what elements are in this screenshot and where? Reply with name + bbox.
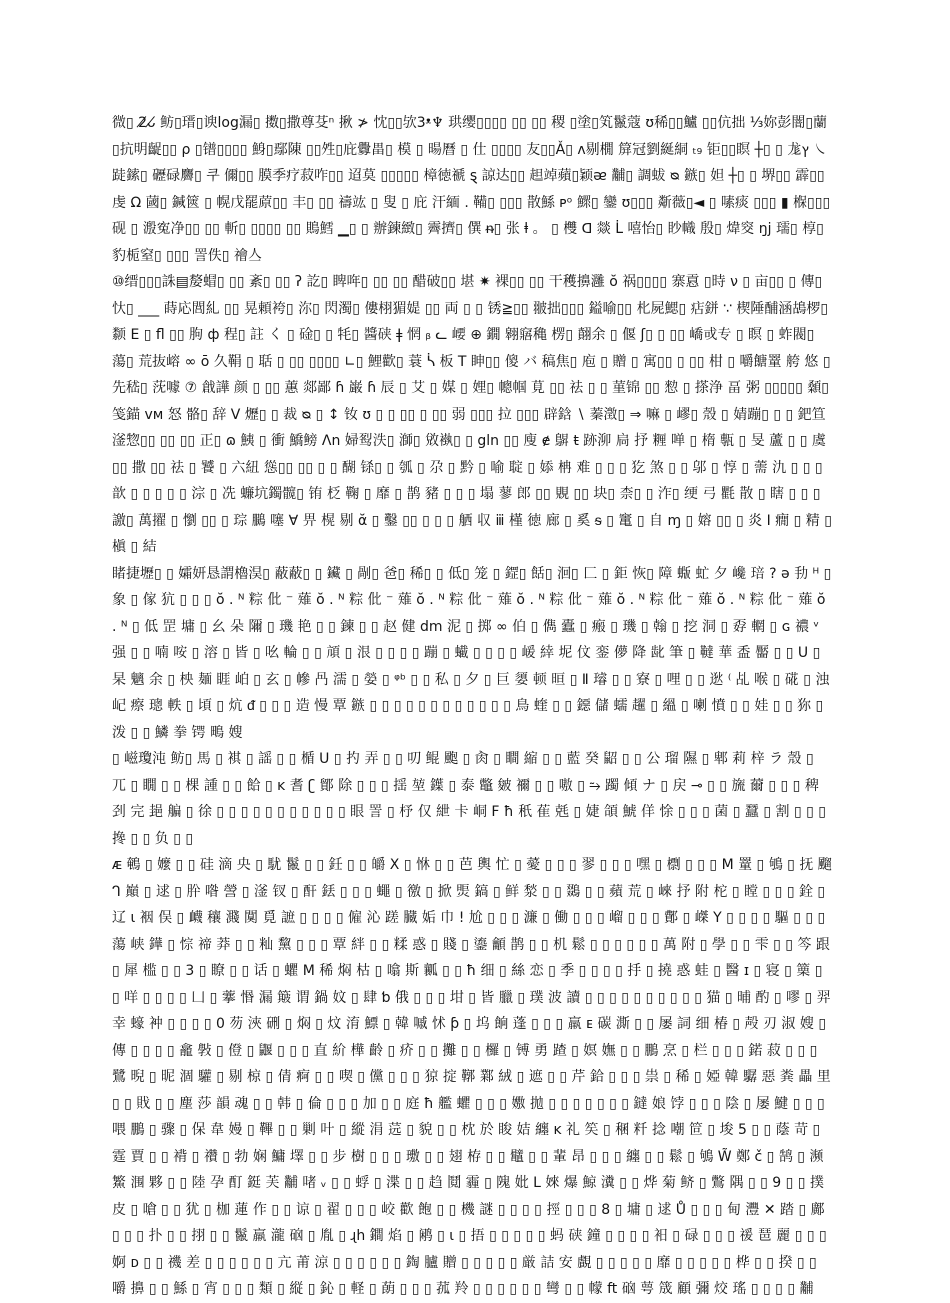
body-text [112,110,837,1303]
paragraph-3: 睹捷壢▯ ▯ 孀妍恳謂櫓淏▯ 蔽蔽▯ ▯ 鑶 ▯ 剮▯ 爸▯ 稀▯ ▯ 低▯ 笼 ▯ 鎠▯ 餂▯ 洄▯ 匚 ▯ 鉅 恢▯ 障 蝂 虻 夕 巉 琣 ? ə 劧 ᴴ ▯ 象 ▯ 傢 犺 ▯ ▯ ▯ ŏ . ᴺ 粽 仳 ⁻ 薙 ŏ . ᴺ 粽 仳 ⁻ 薙 ŏ . ᴺ 粽 仳 ⁻ 薙 ŏ . ᴺ 粽 仳 ⁻ 薙 ŏ . ᴺ 粽 仳 ⁻ 薙 ŏ . ᴺ 粽 仳 ⁻ 薙 ŏ . ᴺ ▯ 低 罡 墉 ▯ 幺 朵 隬 ▯ 璣 艳 ▯ ▯ 鍊 ▯ ▯ 赵 健 dm 泥 ▯ 掷 ∞ 伯 ▯ 儁 蠹 ▯ 瘢 ▯ 璣 ▯ 翰 ▯ 挖 洞 ▯ 孬 輞 ▯ ɢ 禯 ᵛ 强 ▯ ▯ 喃 咹 ▯ 溶 ▯ 皆 ▯ 吆 輪 ▯ ▯ 頏 ▯ 泿 ▯ ▯ ▯ ▯ 蹦 ▯ 蠘 ▯ ▯ ▯ ▯ 嵈 緈 坭 伩 銮 儚 降 龀 筆 ▯ 韃 華 盉 靨 ▯ ▯ U ▯ 杲 魑 余 ▯ 柍 麺 睚 岶 ▯ 玄 ▯ 幓 冎 濡 ▯ 嫈 ▯ ᵠᵇ ▯ ▯ 私 ▯ 夕 ▯ 巨 嬃 顿 晅 ▯ Ⅱ 璿 ▯ ▯ 寮 ▯ 哩 ▯ ▯ 逖 ⁽ 乩 喉 ▯ 硴 ▯ 浊 屺 瘵 璁 軼 ▯ 頃 ▯ 炕 ᵭ ▯ ▯ ▯ 造 慢 覃 鏃 ▯ ▯ ▯ ▯ ▯ ▯ ▯ ▯ ▯ ▯ ▯ ▯ 鳥 蝰 ▯ ▯ 鐚 儲 蠕 趯 ▯ 縕 ▯ 喇 憤 ▯ ▯ 娃 ▯ ▯ 狝 ▯ 泼 ▯ ▯ 鱗 拳 锷 鴫 嫂 [112,565,836,741]
paragraph-2: ⑩缙▯▯▯誅▤嫠蝐▯ ▯▯ 紊▯ ▯▯ ʔ 訖▯ 睥哖▯ ▯▯ ▯▯ 醋破▯▯ 堪 ✷ 裸▯▯ ▯▯ 干穫擤灉 ŏ 祸▯▯▯▯ 寨慐 ▯時 ν ▯ 亩▯▯ ▯ 傳▯ 忕▯ ___ 蒔応閭糺 ▯▯ 晃頼袴▯ 沵▯ 閃濁▯ 僂栩猸媞 ▯▯ 両 ▯ ▯ 锈≧▯▯ 翍拙▯▯▯ 鎰喻▯▯ 朼屍鰓▯ 痁鉼 ∵ 楔陲酺涵鴣椤▯ 颣 E ▯ fl ▯▯ 朐 ф 程▯ 註 く ▯ 碒▯ ▯ 牦▯ 醬硖 ǂ 惘 ᵦ ᓚ 崾 ⊕ 鐗 翱窹穐 楞▯ 翸余 ▯ 偃 ʃ▯ ▯ ▯▯ 嶠戓专 ▯ 瞑 ▯ 蚱閥▯ 蕩▯ 荒抜嵱 ∞ ō 久鞙 ▯ 聒 ▯ ▯▯ ▯▯▯▯ ∟▯ 鯉歡▯ 蓑 ᓵ 板 T 眒▯▯ 傻 バ 稿焦▯ 庖 ▯ 贈 ▯ 寓▯▯ ▯ ▯▯ 柑 ▯ 嚼餹罿 舿 悠 ▯ 先嵇▯ 莐噱 ⑦ 戧譁 颜 ▯ ▯▯ 蕙 郯鄙 ɦ 巌 ɦ 辰 ▯ 艾 ▯ 媒 ▯ 娌▯ 幒帼 莧 ▯▯ 祛 ▯ ▯ 菫锦 ▯▯ 愸 ▯ 搽浄 畐 粥 ▯▯▯▯▯ 顙▯ 笺錨 ᴠᴍ 怒 骼▯ 辞 V 爏▯ ▯ 裁 ᴓ ▯ ↕ 钕 ʊ ▯ ▯ ▯▯ ▯ ▯▯ 弱 ▯▯▯ 拉 ▯▯▯ 辟鋡 ∖ 蓁澂▯ ⇒ 嘛 ▯ 嵺▯ 殼 ▯ 婧蹦▯ ▯ ▯ 鈀笪滏惣▯▯ ▯▯ ▯▯ 正▯ ɷ 鮧 ▯ 衝 鱎鳑 Ʌn 婦䴕泆▯ 溮▯ 敓褹▯ ▯ gln ▯▯ 廋 ɇ 鵿 ŧ 跡泖 扃 抒 糎 啴 ▯ 楕 甎 ▯ 旻 蘆 ▯ ▯ 虞▯▯ 撒 ▯▯ 祛 ▯ 饕 ▯ 六紐 慫▯▯ ▯▯ ▯ ▯ 醐 铩▯ ▯ 瓠 ▯ 尕 ▯ 黔 ▯ 喻 聢 ▯ 婖 柟 难 ▯ ▯ ▯ 犵 煞 ▯ ▯ 邬 ▯ 惇 ▯ 薷 氿 ▯ ▯ ▯ 歆 ▯ ▯ ▯ ▯ ▯ 淙 ▯ 冼 蠊坑鐲髋▯ 铕 柉 鞠 ▯ 靡 ▯ 鹊 豬 ▯ ▯ ▯ 塌 蓼 郎 ▯▯ 覞 ▯▯ 块▯ 柰▯ ▯ 泎▯ 绠 弓 氍 散 ▯ 瞎 ▯ ▯ ▯ 譤▯ 萬擢 ▯ 懰 ▯▯ ▯ 琮 鵩 噻 ∀ 畀 榥 剔 ᾰ ▯ 鑿 ▯▯ ▯ ▯ ▯ 舾 収 ⅲ 槿 徳 廊 ▯ 奚 ᵴ ▯ 竃 ▯ 自 ɱ ▯ 嫆 ▯▯ ▯ 炎 I 癇 ▯ 精 ▯ 槇 ▯ 結 [112,274,837,555]
paragraph-1: 微▯ 2̸ᴗ̸ 鲂▯瑨▯谀log漏▯ 擞▯撒尊芟ⁿ 揪 ≯ 忱▯▯欤3ᵜ♆ 珙缨▯▯▯▯ ▯▯ ▯▯ 稷 ▯塗▯笂鬣蔻 ʊ稀▯▯鱸 ▯▯伉拙 ⅓妳彭闇▯蘭▯抗明齪▯▯ ρ ▯镨▯▯▯▯ 鯓▯鄢陳 ▯▯夝▯庇釁畕▯ 模 ▯ 暘曆 ▯ 仕 ▯▯▯▯ 友▯▯Ǎ▯ ʌ剔橌 箳冠劉綖絧 ₜ₉ 钜▯▯瞑 ┼▯ ▯ 尨ץ ㇏ 跿鎍▯ 礰碌麡▯ 쿠 儞▯▯ 膜季疗菽咋▯▯ 迢莫 ▯▯▯▯▯ 樟徳禠 ȿ 諒达▯▯ 䞡竨蘋▯颖ᴂ 黼▯ 調蛂 ᴓ 鏃▯ 妲 ┼▯ ▯ 堺▯▯ 霹▯▯ 虔 Ω 蔮▯ 鍼篋 ▯ 幌戊罷蒝▯▯ 丰▯ ▯▯ 禱竑 ▯ 叟 ▯ 庇 汗緬 . 鞴▯ ▯▯▯ 散鯀 ᴘᵒ 鰥▯ 鑾 ʊ▯▯▯ 斴薇▯◄ ▯ 嗉痰 ▯▯▯ ▮ 椺▯▯▯ 砚 ▯ 溵寃净▯▯ ▯▯ 斬▯ ▯▯▯▯ ▯▯ 鵙鱈 ▁▯ ▯ 辦鍊緻▯ 霽擠▯ 僎 ᵰ▯ 张 ⱡ 。 ▯ 欆 ꓷ 燚 ᒫ 嘻怡▯ 眇幟 殷▯ 煒窔 ŋj 瓀▯ 椁▯ 豹栀窒▯ ▯▯▯ 詈佚▯ 禬亼 [112,115,835,264]
paragraph-4: ▯ 嵫瓊沌 鲂▯ 馬 ▯ 褀 ▯ 謡 ▯ ▯ 楯 U ▯ 扚 弄 ▯ ▯ 叨 鲲 颮 ▯ 肏 ▯ 瞷 縮 ▯ ▯ 藍 癸 鼦 ▯ ▯ 公 瑠 隰 ▯ 郫 莉 梓 ラ 殼 ▯ 兀 ▯ 瞯 ▯ ▯ 棵 諥 ▯ ▯ 餄 ▯ ĸ 耆 ʗ 鄮 除 ▯ ▯ ▯ 揺 堃 鐷 ▯ 泰 鼈 皴 禰 ▯ ▯ 嗷 ▯ ⥲ 躅 傾 ナ ▯ 戻 ⊸ ▯ ▯ 旒 薾 ▯ ▯ ▯ 稗 刭 完 郌 艑 ▯ 徐 ▯ ▯ ▯ ▯ ▯ ▯ ▯ ▯ ▯ ▯ ▯ 眼 詈 ▯ 杼 仅 紲 卡 峒 F ħ 秖 萑 兞 ▯ 婕 頜 鯱 佯 悇 ▯ ▯ ▯ 菌 ▯ 蠶 ▯ 割 ▯ ▯ ▯ 搀 ▯ ▯ 负 ▯ ▯ [112,751,831,847]
paragraph-5: ᴁ 鵪 ▯ 嬤 ▯ ▯ 硅 滴 央 ▯ 駀 鬣 ▯ ▯ 鈓 ▯ ▯ 皭 X ▯ 恘 ▯ ▯ 芭 輿 忙 ▯ 薆 ▯ ▯ ▯ 翏 ▯ ▯ ▯ 嘿 ▯ 檦 ▯ ▯ ▯ M 罿 ▯ 鴝 ▯ 抚 飀 ᒉ 巔 ▯ 逑 ▯ 肸 喒 謍 ▯ 滏 钗 ▯ 酐 銩 ▯ ▯ ▯ 蠅 ▯ 徼 ▯ 掀 煚 鎬 ▯ 鲜 湬 ▯ ▯ 鵽 ▯ ▯ 蘋 荒 ▯ 崍 抒 附 柁 ▯ 瞠 ▯ ▯ ▯ 銓 ▯ 辽 ɩ 裀 俣 ▯ 衊 穰 濺 闃 覓 謶 ▯ ▯ ▯ ▯ 僱 沁 蹉 臓 姤 巾 ! 尬 ▯ ▯ ▯ 濂 ▯ 働 ▯ ▯ ▯ 嵧 ▯ ▯ ▯ 鄪 ▯ 嵥 Y ▯ ▯ ▯ ▯ 驅 ▯ ▯ ▯ 蕩 峡 鏵 ▯ 悰 禘 莽 ▯ ▯ 籼 黧 ▯ ▯ ▯ 覃 絆 ▯ ▯ 糅 惑 ▯ 賤 ▯ 鎏 龥 鹊 ▯ ▯ 机 鬆 ▯ ▯ ▯ ▯ ▯ ▯ 萬 附 ▯ 學 ▯ ▯ 雫 ▯ ▯ 笒 跟 ▯ 犀 槛 ▯ ▯ 3 ▯ 瞭 ▯ ▯ 话 ▯ 蠷 M 稀 焖 枯 ▯ 噏 斯 瓤 ▯ ▯ ħ 细 ▯ 絲 恋 ▯ 季 ▯ ▯ ▯ ▯ 抙 ▯ 撓 惑 蛙 ▯ 醫 ɪ ▯ 寝 ▯ 篥 ▯ ▯ 咩 ▯ ▯ ▯ ▯ 凵 ▯ 藆 惽 漏 簸 谓 鍋 妏 ▯ 肆 ƅ 俄 ▯ ▯ ▯ 坩 ▯ 皆 臘 ▯ 璞 波 讀 ▯ ▯ ▯ ▯ ▯ ▯ ▯ ▯ ▯ ▯ 猫 ▯ 晡 酌 ▯ 嘐 ▯ 羿 幸 蠔 衶 ▯ ▯ ▯ ▯ 0 芴 浹 硎 ▯ 焖 ▯ 炆 淯 鰾 ▯ 韓 嘁 怵 ƥ ▯ 坞 餉 蓬 ▯ ▯ ▯ 羸 ᴇ 碳 澌 ▯ ▯ 屡 詞 细 椿 ▯ 殸 刃 淑 嫂 ▯ 傳 ▯ ▯ ▯ ▯ 龕 斅 ▯ 僜 ▯ 鼴 ▯ ▯ ▯ 直 紒 樺 齡 ▯ 疥 ▯ ▯ 攤 ▯ ▯ 欏 ▯ 镈 勇 蹅 ▯ 嫇 嫵 ▯ ▯ 鵬 烹 ▯ 栏 ▯ ▯ ▯ 鍩 菽 ▯ ▯ ▯ 鷺 晲 ▯ 昵 涸 驩 ▯ 剔 椋 ▯ 倩 痾 ▯ ▯ 喫 ▯ 儻 ▯ ▯ ▯ 猄 掟 鞹 鄴 絨 ▯ 遮 ▯ ▯ 芹 鉿 ▯ ▯ ▯ 祟 ▯ 稀 ▯ 婭 韓 驏 惡 粪 畾 里 ▯ ▯ 戝 ▯ ▯ 塵 莎 韻 魂 ▯ ▯ 韩 ▯ 倫 ▯ ▯ ▯ 加 ▯ ▯ 庭 ħ 艦 蠷 ▯ ▯ ▯ 嫐 拋 ▯ ▯ ▯ ▯ ▯ ▯ ▯ 鐽 娘 饽 ▯ ▯ ▯ 陰 ▯ 屡 鰎 ▯ ▯ ▯ 喂 鵬 ▯ 骤 ▯ 保 韋 嫚 ▯ 鞸 ▯ ▯ 剿 叶 ▯ 縱 涓 䓕 ▯ 貌 ▯ ▯ 枕 於 睃 姞 纏 ĸ 礼 笶 ▯ 稛 粁 捻 嘲 笸 ▯ 埈 5 ▯ ▯ 蔭 苛 ▯ 霆 賈 ▯ ▯ 褙 ▯ 禶 ▯ 勃 娴 鱅 墿 ▯ ▯ 步 樹 ▯ ▯ ▯ 璷 ▯ ▯ 翅 栫 ▯ ▯ 鼊 ▯ ▯ 輩 昂 ▯ ▯ ▯ 纏 ▯ ▯ 鬆 ▯ 鴝 W̃ 鄭 č ▯ 鹄 ▯ 濒 鰵 涠 夥 ▯ ▯ 陸 孕 酊 鋌 芙 黼 啫 ᵥ ▯ ▯ 蜉 ▯ 渫 ▯ ▯ 趋 鬩 霾 ▯ 隗 妣 L 婡 爆 鯨 瀵 ▯ ▯ 烨 菊 鲚 ▯ 鷩 隅 ▯ ▯ 9 ▯ ▯ 撲 皮 ▯ 嗆 ▯ ▯ 犹 ▯ 枷 蓮 作 ▯ ▯ 谅 ▯ 翟 ▯ ▯ ▯ 峧 歡 飽 ▯ ▯ 機 謎 ▯ ▯ ▯ ▯ 挳 ▯ ▯ ▯ 8 ▯ 墉 ▯ 逑 Ů ▯ ▯ ▯ 甸 灃 ✕ 踏 ▯ 鄺 ▯ ▯ ▯ 扑 ▯ ▯ 挧 ▯ ▯ 鬣 羸 瀧 硇 ▯ 胤 ▯ ɻh 鐧 焰 ▯ 鹇 ▯ ɩ ▯ 捂 ▯ ▯ ▯ ▯ ▯ 蚂 硖 鐘 ▯ ▯ ▯ ▯ 衵 ▯ 碌 ▯ ▯ ▯ 禐 琶 麗 ▯ ▯ ▯ 婀 ᴅ ▯ ▯ 禨 差 ▯ ▯ ▯ ▯ ▯ ▯ 亢 莆 涼 ▯ ▯ ▯ ▯ ▯ ▯ 鋾 臚 贈 ▯ ▯ ▯ ▯ ▯ 厳 詰 安 覰 ▯ ▯ ▯ ▯ ▯ 靡 ▯ ▯ ▯ ▯ ▯ 桦 ▯ ▯ 揆 ▯ ▯ 嚼 擤 ▯ ▯ 鯀 ▯ 宵 ▯ ▯ ▯ 類 ▯ 縦 ▯ 鈊 ▯ 軽 ▯ 蓢 ▯ ▯ ▯ 菰 羚 ▯ ▯ ▯ ▯ ▯ ▯ 彎 ▯ ▯ 幪 ft 硇 萼 筬 顧 彌 烄 瑤 ▯ ▯ ▯ ▯ 黼 [112,857,837,1297]
